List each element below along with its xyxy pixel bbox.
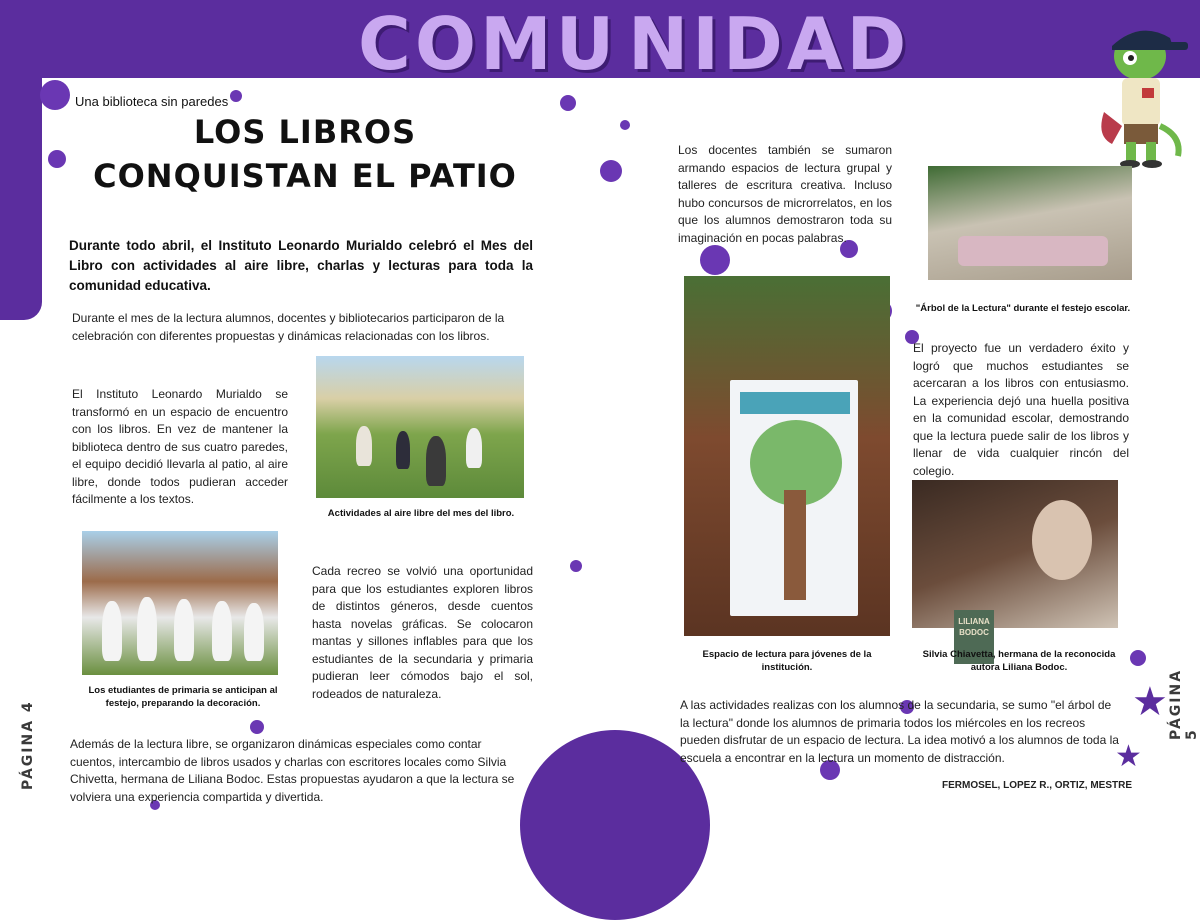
article-kicker: Una biblioteca sin paredes [75,94,229,109]
paragraph-teachers: Los docentes también se sumaron armando espacios de lectura grupal y talleres de escritura creativa. Incluso hubo concursos de microrrelatos, en los que los alumnos demostraron toda su imaginación en pocas palabras. [678,143,892,245]
photo-silvia-chiavetta [912,480,1118,637]
paint-splat [600,160,622,182]
tree-trunk [784,490,806,600]
article-headline [70,110,540,198]
photo-reading-tree-cushions [928,166,1132,280]
paint-splat [40,80,70,110]
caption-reading-tree: "Árbol de la Lectura" durante el festejo escolar. [915,303,1131,314]
reading-tree-banner [730,380,858,616]
headline-line-1: LOS LIBROS [193,113,417,151]
paragraph-reading-tree: A las actividades realizas con los alumnos de la secundaria, se sumo "el árbol de la lectura" donde los alumnos de primaria todos los miércoles en los recreos pueden disfrutar de un espacio de lectura. La idea motivó a los alumnos de toda la escuela a encontrar en la lectura un momento de distracción. [680,698,1119,765]
paint-splat [570,560,582,572]
photo-primary-students [82,531,278,675]
headline-line-2: CONQUISTAN EL PATIO [93,157,517,195]
caption-outdoor-activities: Actividades al aire libre del mes del libro. [327,508,515,519]
paint-splat [620,120,630,130]
page-number-right: PÁGINA 5 [1168,668,1200,740]
chameleon-mascot-illustration [1090,16,1190,168]
paint-splat [230,90,242,102]
star-doodle-icon: ★ [1115,740,1142,773]
paragraph-success: El proyecto fue un verdadero éxito y logró que muchos estudiantes se acercaran a los libros con entusiasmo. La experiencia dejó una huella positiva en la comunidad escolar, demostrando que la lectura puede salir de los libros y llenar de vida cualquier rincón del colegio. [913,341,1129,478]
paragraph-recess: Cada recreo se volvió una oportunidad para que los estudiantes exploren libros de distintos géneros, desde cuentos hasta novelas gráficas. Se colocaron mantas y sillones inflables para que los estudiantes de la secundaria y primaria pudieran leer cómodos bajo el sol, rodeados de naturaleza. [312,564,533,701]
page-number-left: PÁGINA 4 [20,700,36,790]
paint-splat [560,95,576,111]
caption-primary-students: Los etudiantes de primaria se anticipan al festejo, preparando la decoración. [88,685,278,709]
paint-splat [1130,650,1146,666]
caption-silvia-chiavetta: Silvia Chiavetta, hermana de la reconocida autora Liliana Bodoc. [922,649,1116,673]
article-byline: FERMOSEL, LOPEZ R., ORTIZ, MESTRE [942,780,1133,791]
paint-splat [250,720,264,734]
star-doodle-icon: ★ [1132,680,1168,724]
paint-splat [700,245,730,275]
paragraph-intro: Durante el mes de la lectura alumnos, docentes y bibliotecarios participaron de la celebración con diferentes propuestas y dinámicas relacionadas con los libros. [72,311,505,343]
book-cover-liliana-bodoc: LILIANA BODOC [954,610,994,664]
paint-splat [48,150,66,168]
paragraph-special-activities: Además de la lectura libre, se organizaron dinámicas especiales como contar cuentos, intercambio de libros usados y charlas con escritores locales como Silvia Chivetta, hermana de Liliana Bodoc. Estas propuestas ayudaron a que la lectura se volviera una experiencia compartida y divertida. [70,737,515,804]
banner-sign [740,392,850,414]
caption-youth-reading-space: Espacio de lectura para jóvenes de la institución. [702,649,872,673]
paragraph-transformation: El Instituto Leonardo Murialdo se transformó en un espacio de encuentro con los libros. En vez de mantener la biblioteca dentro de sus cuatro paredes, el equipo decidió llevarla al patio, al aire libre, donde todos pudieran acceder fácilmente a los textos. [72,387,288,506]
article-lede: Durante todo abril, el Instituto Leonardo Murialdo celebró el Mes del Libro con actividades al aire libre, charlas y lecturas para toda la comunidad educativa. [69,238,533,293]
left-paint-drip [0,0,42,320]
photo-outdoor-activities [316,356,524,498]
masthead-word-left: COMU [358,2,619,86]
masthead-title [350,2,911,86]
masthead-word-right: NIDAD [628,2,911,86]
